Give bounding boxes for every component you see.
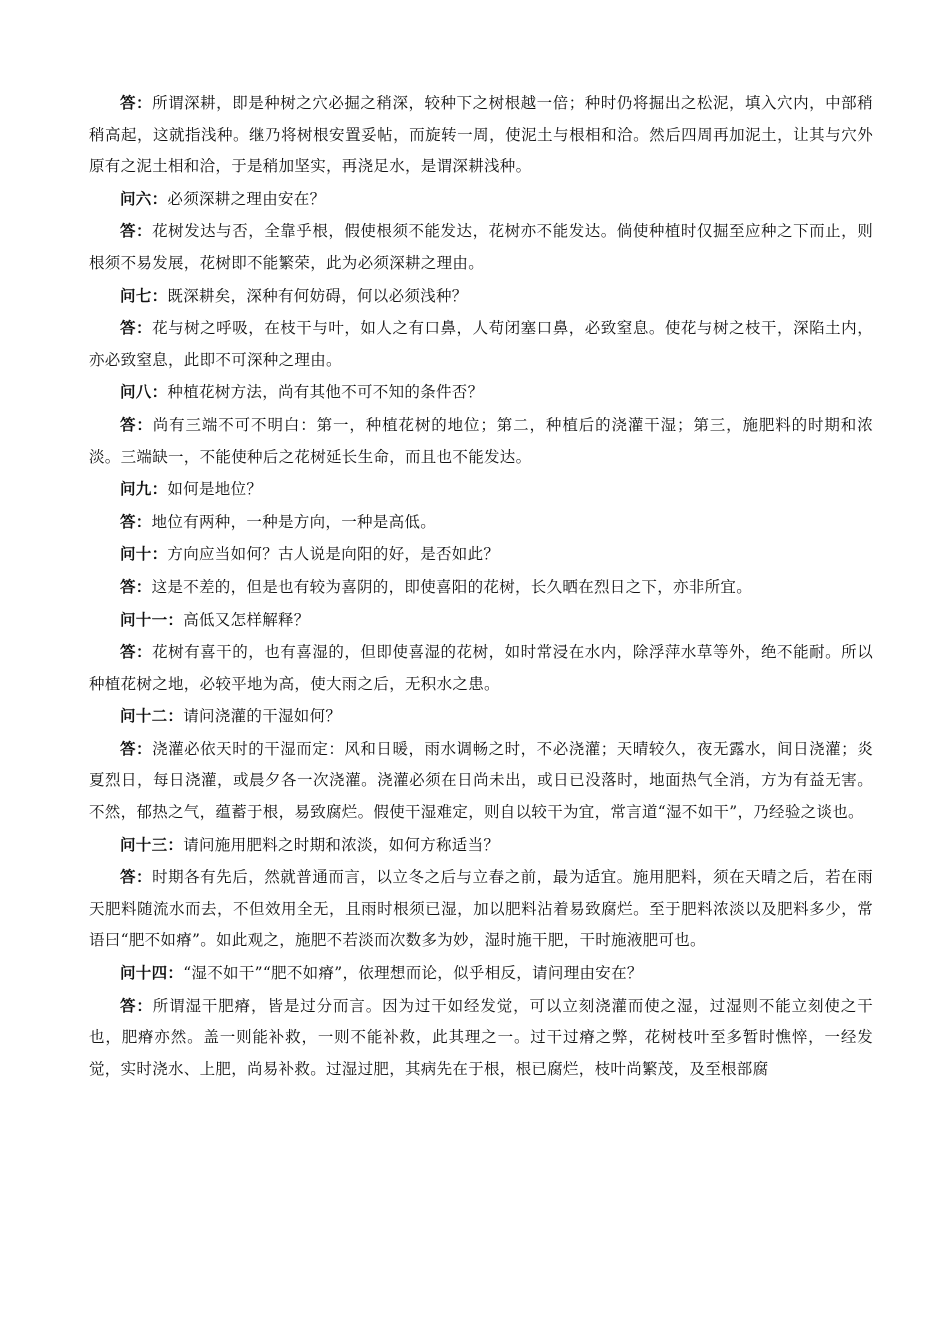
question-paragraph [89,604,873,637]
answer-paragraph [89,636,873,700]
question-label: 问十一： [120,609,184,629]
answer-text: 浇灌必依天时的干湿而定：风和日暖，雨水调畅之时，不必浇灌；天晴较久，夜无露水，间日浇灌；炎夏烈日，每日浇灌，或晨夕各一次浇灌。浇灌必须在日尚未出，或日已没落时，地面热气全消，方为有益无害。不然，郁热之气，蕴蓄于根，易致腐烂。假使干湿难定，则自以较干为宜，常言道“湿不如干”，乃经验之谈也。 [89,739,873,822]
question-paragraph [89,376,873,409]
answer-paragraph [89,215,873,279]
answer-text: 时期各有先后，然就普通而言，以立冬之后与立春之前，最为适宜。施用肥料，须在天晴之后，若在雨天肥料随流水而去，不但效用全无，且雨时根须已湿，加以肥料沾着易致腐烂。至于肥料浓淡以及肥料多少，常语曰“肥不如瘠”。如此观之，施肥不若淡而次数多为妙，湿时施干肥，干时施液肥可也。 [89,868,873,950]
answer-text: 花与树之呼吸，在枝干与叶，如人之有口鼻，人苟闭塞口鼻，必致窒息。使花与树之枝干，深陷土内，亦必致窒息，此即不可深种之理由。 [89,319,873,369]
answer-text: 所谓湿干肥瘠，皆是过分而言。因为过干如经发觉，可以立刻浇灌而使之湿，过湿则不能立刻使之干也，肥瘠亦然。盖一则能补救，一则不能补救，此其理之一。过干过瘠之弊，花树枝叶至多暂时憔悴，一经发觉，实时浇水、上肥，尚易补救。过湿过肥，其病先在于根，根已腐烂，枝叶尚繁茂，及至根部腐 [89,996,873,1078]
answer-text: 这是不差的，但是也有较为喜阴的，即使喜阳的花树，长久晒在烈日之下，亦非所宜。 [151,577,753,596]
answer-paragraph [89,312,873,376]
question-text: 高低又怎样解释？ [183,610,310,629]
answer-label: 答： [120,576,152,596]
answer-label: 答： [120,511,152,531]
question-paragraph [89,183,873,216]
question-paragraph [89,700,873,733]
answer-paragraph [89,571,873,604]
answer-label: 答： [120,995,153,1015]
question-paragraph [89,280,873,313]
answer-label: 答： [120,318,153,338]
answer-text: 地位有两种，一种是方向，一种是高低。 [151,512,437,531]
question-label: 问十三： [120,834,184,854]
answer-paragraph [89,861,873,957]
question-text: “湿不如干”“肥不如瘠”，依理想而论，似乎相反，请问理由安在？ [183,964,643,983]
question-text: 必须深耕之理由安在？ [167,189,326,208]
answer-label: 答： [120,414,153,434]
answer-paragraph [89,506,873,539]
question-label: 问八： [120,382,168,402]
question-text: 既深耕矣，深种有何妨碍，何以必须浅种？ [167,286,468,305]
answer-text: 尚有三端不可不明白：第一，种植花树的地位；第二，种植后的浇灌干湿；第三，施肥料的时期和浓淡。三端缺一，不能使种后之花树延长生命，而且也不能发达。 [89,415,873,466]
question-text: 种植花树方法，尚有其他不可不知的条件否？ [167,383,484,402]
question-text: 如何是地位？ [167,480,263,499]
question-text: 方向应当如何？古人说是向阳的好，是否如此？ [167,545,500,564]
answer-text: 所谓深耕，即是种树之穴必掘之稍深，较种下之树根越一倍；种时仍将掘出之松泥，填入穴内，中部稍稍高起，这就指浅种。继乃将树根安置妥帖，而旋转一周，使泥土与根相和洽。然后四周再加泥土，让其与穴外原有之泥土相和洽，于是稍加坚实，再浇足水，是谓深耕浅种。 [89,94,873,176]
question-label: 问十二： [120,706,184,726]
question-text: 请问浇灌的干湿如何？ [183,707,342,726]
answer-paragraph [89,733,873,829]
answer-label: 答： [120,867,153,887]
question-label: 问七： [120,285,168,305]
answer-paragraph [89,990,873,1086]
question-text: 请问施用肥料之时期和浓淡，如何方称适当？ [183,835,500,854]
question-paragraph [89,473,873,506]
answer-paragraph [89,409,873,473]
answer-text: 花树有喜干的，也有喜湿的，但即使喜湿的花树，如时常浸在水内，除浮萍水草等外，绝不能耐。所以种植花树之地，必较平地为高，使大雨之后，无积水之患。 [89,643,873,693]
question-label: 问十四： [120,963,184,983]
question-paragraph [89,829,873,862]
question-label: 问六： [120,188,168,208]
question-label: 问九： [120,479,168,499]
answer-label: 答： [120,221,153,241]
answer-label: 答： [120,642,153,662]
answer-label: 答： [120,738,153,758]
answer-label: 答： [120,93,153,112]
answer-text: 花树发达与否，全靠乎根，假使根须不能发达，花树亦不能发达。倘使种植时仅掘至应种之下而止，则根须不易发展，花树即不能繁荣，此为必须深耕之理由。 [89,222,873,272]
document-page [89,87,873,1085]
question-paragraph [89,957,873,990]
question-paragraph [89,538,873,571]
answer-paragraph [89,87,873,183]
question-label: 问十： [120,544,168,564]
